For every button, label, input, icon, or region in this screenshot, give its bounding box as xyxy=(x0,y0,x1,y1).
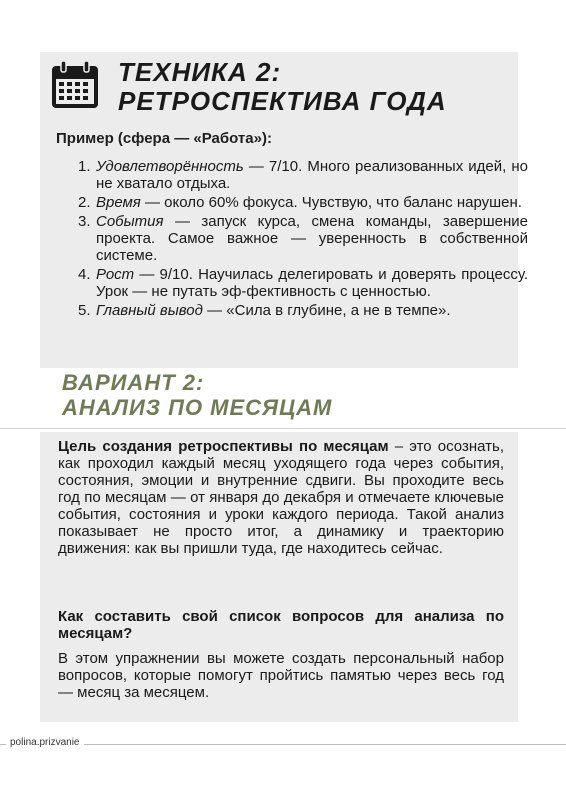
list-item-number: 3. xyxy=(78,213,91,230)
technique-title xyxy=(118,58,447,116)
example-title: Пример (сфера — «Работа»): xyxy=(56,130,272,147)
list-item-label: Главный вывод xyxy=(96,302,203,319)
list-item-number: 5. xyxy=(78,302,91,319)
calendar-icon xyxy=(50,60,100,110)
example-list xyxy=(78,158,528,321)
variant-heading xyxy=(62,370,332,420)
list-item-label: Время xyxy=(96,194,141,211)
question-heading: Как составить свой список вопросов для анализа по месяцам? xyxy=(58,608,504,642)
list-item xyxy=(78,213,528,264)
technique-title-line2: РЕТРОСПЕКТИВА ГОДА xyxy=(118,86,447,116)
list-item-text: — 7/10. Много реализованных идей, но не хватало отдыха. xyxy=(96,158,528,192)
footer-divider xyxy=(0,744,566,745)
variant-heading-line2: АНАЛИЗ ПО МЕСЯЦАМ xyxy=(62,395,333,420)
list-item-number: 2. xyxy=(78,194,91,211)
list-item-number: 1. xyxy=(78,158,91,175)
header-block xyxy=(40,52,518,122)
list-item-number: 4. xyxy=(78,266,91,283)
list-item-label: Удовлетворённость xyxy=(96,158,244,175)
example-block xyxy=(40,122,528,368)
intro-text: – это осознать, как проходил каждый месяц уходящего года через события, состояния, эмоции и внутренние сдвиги. Вы проходите весь год по месяцам — от января до декабря и отмечаете ключевые события, состояния и уроки каждого периода. Такой анализ показывает не просто итог, а динамику и траекторию движения: как вы пришли туда, где находитесь сейчас. xyxy=(58,438,504,557)
technique-title-line1: ТЕХНИКА 2: xyxy=(118,57,282,87)
list-item xyxy=(78,302,528,319)
list-item-text: — около 60% фокуса. Чувствую, что баланс нарушен. xyxy=(140,194,522,211)
list-item-label: Рост xyxy=(96,266,135,283)
list-item-text: — «Сила в глубине, а не в темпе». xyxy=(202,302,451,319)
list-item xyxy=(78,266,528,300)
answer-paragraph: В этом упражнении вы можете создать персональный набор вопросов, которые помогут пройтись памятью через весь год — месяц за месяцем. xyxy=(58,650,504,701)
list-item xyxy=(78,158,528,192)
monthly-analysis-block xyxy=(40,432,518,722)
footer-site: polina.prizvanie xyxy=(6,737,84,748)
divider xyxy=(0,428,566,429)
intro-paragraph xyxy=(58,438,504,557)
list-item-label: События xyxy=(96,213,164,230)
list-item xyxy=(78,194,528,211)
list-item-text: — 9/10. Научилась делегировать и доверять процессу. Урок — не путать эф-фективность с ценностью. xyxy=(96,266,528,300)
list-item-text: — запуск курса, смена команды, завершение проекта. Самое важное — уверенность в собственной системе. xyxy=(96,213,528,264)
intro-bold: Цель создания ретроспективы по месяцам xyxy=(58,438,389,455)
variant-heading-line1: ВАРИАНТ 2: xyxy=(62,370,205,395)
